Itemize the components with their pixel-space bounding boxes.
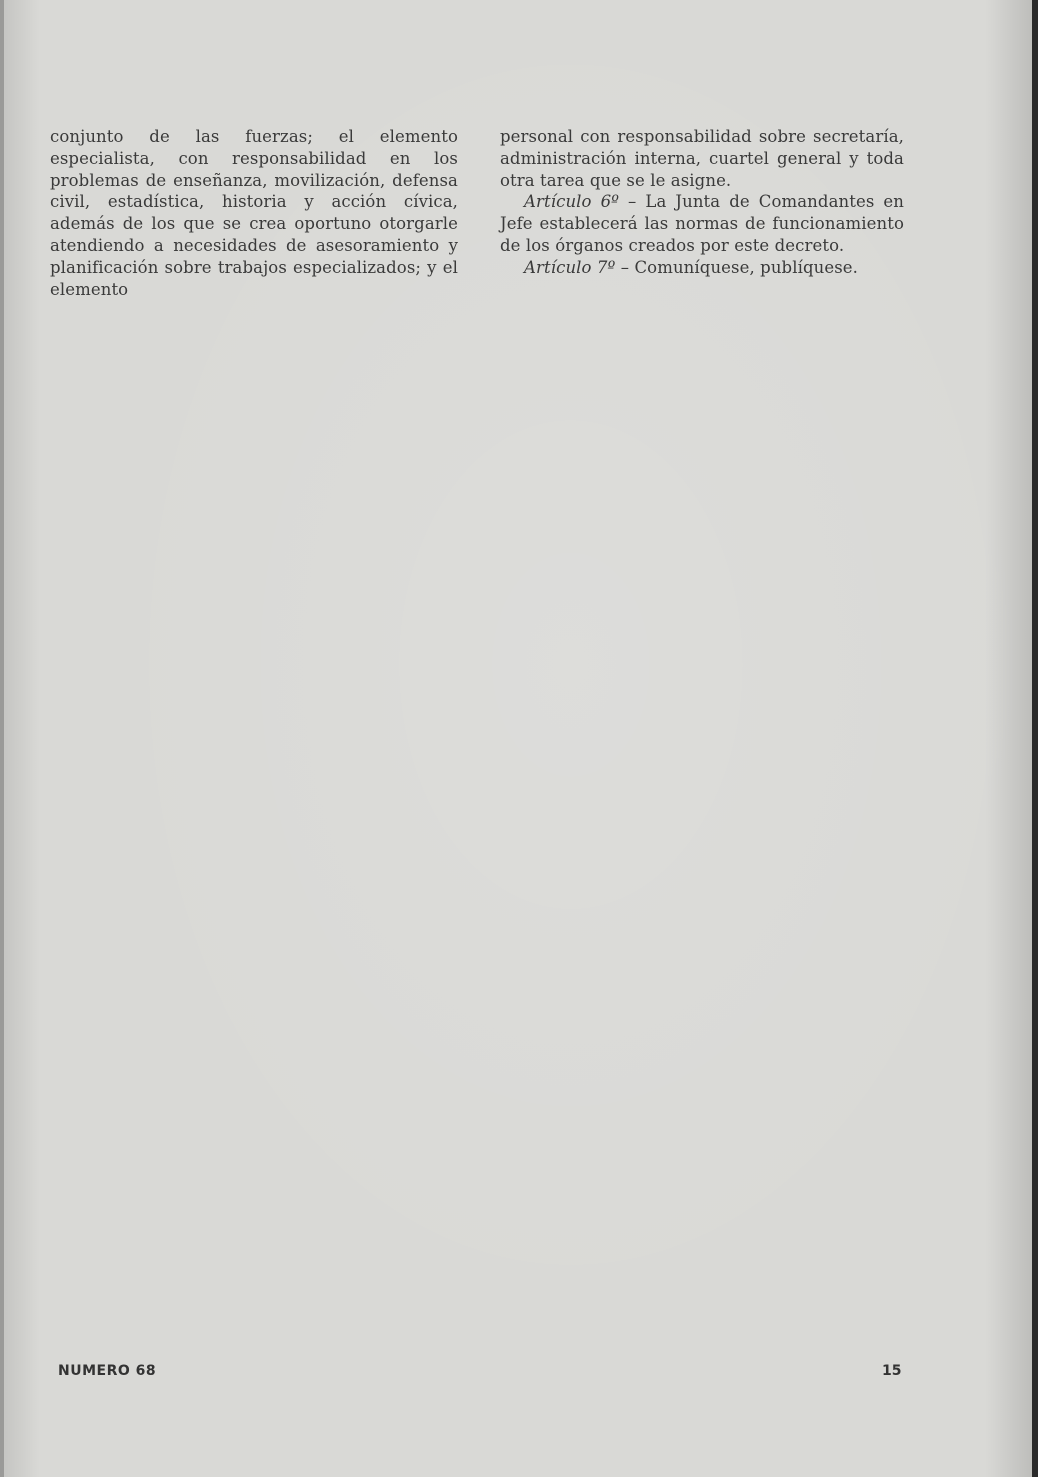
page-right-edge	[1032, 0, 1038, 1477]
article-6-paragraph	[500, 191, 904, 256]
article-7-label: Artículo 7º	[524, 257, 616, 277]
article-7-text: – Comuníquese, publíquese.	[615, 257, 858, 277]
publication-issue-label: NUMERO 68	[58, 1363, 157, 1379]
right-text-column	[500, 126, 904, 279]
left-text-column	[50, 126, 458, 300]
right-column-continuation: personal con responsabilidad sobre secretaría, administración interna, cuartel general y toda otra tarea que se le asigne.	[500, 127, 904, 190]
page-left-edge	[0, 0, 4, 1477]
page-number: 15	[882, 1363, 902, 1379]
article-7-paragraph	[500, 257, 904, 279]
article-6-label: Artículo 6º	[524, 192, 620, 212]
article-6-text: – La Junta de Comandantes en Jefe establecerá las normas de funcionamiento de los órganos creados por este decreto.	[500, 192, 904, 255]
left-column-paragraph: conjunto de las fuerzas; el elemento especialista, con responsabilidad en los problemas de enseñanza, movilización, defensa civil, estadística, historia y acción cívica, además de los que se crea oportuno otorgarle atendiendo a necesidades de asesoramiento y planificación sobre trabajos especializados; y el elemento	[50, 127, 458, 299]
